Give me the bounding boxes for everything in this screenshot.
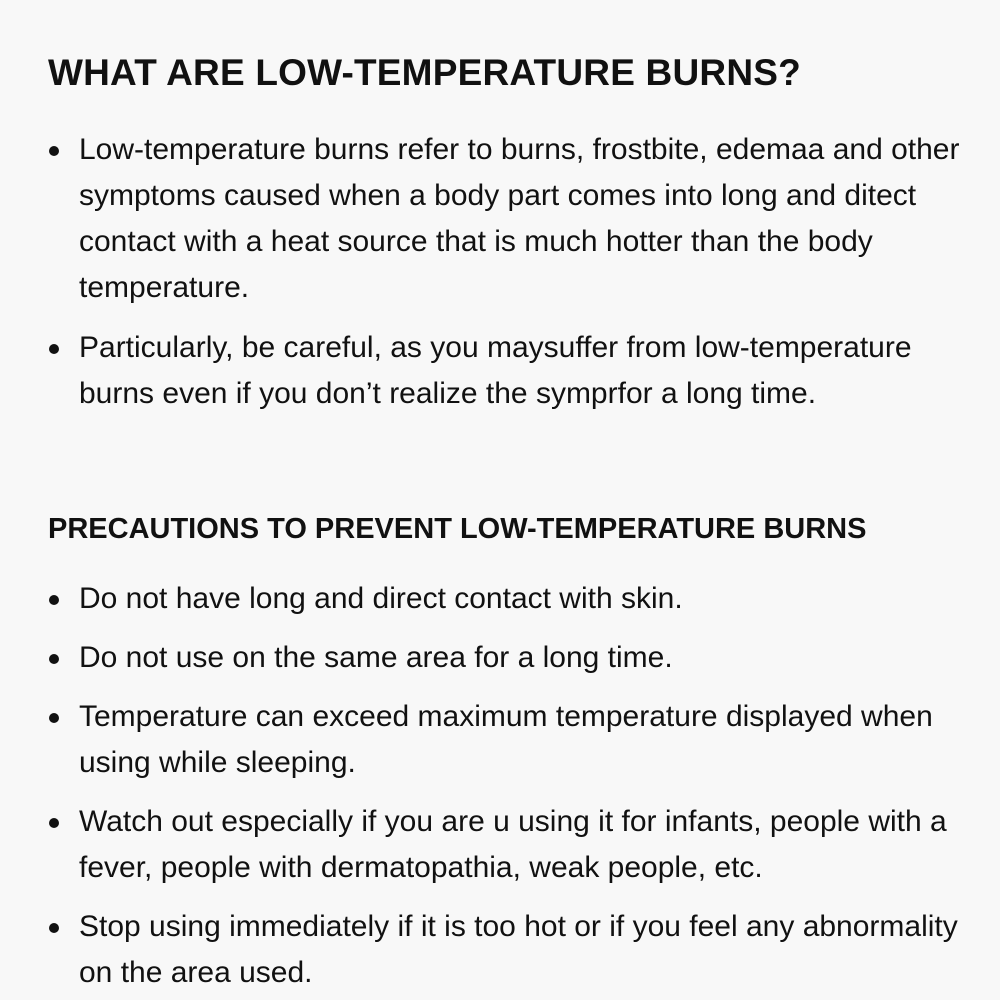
list-item: [0, 694, 1000, 786]
section-title-low-temperature-burns: WHAT ARE LOW-TEMPERATURE BURNS?: [48, 52, 801, 93]
precautions-bullet-list: [0, 576, 1000, 1000]
bullet-text: Stop using immediately if it is too hot or if you feel any abnormality on the area used.: [79, 910, 958, 989]
list-item: [0, 127, 1000, 311]
bullet-dot-icon: [49, 146, 59, 156]
bullet-text: Do not have long and direct contact with skin.: [79, 582, 683, 615]
bullet-dot-icon: [49, 713, 59, 723]
bullet-text: Watch out especially if you are u using it for infants, people with a fever, people with dermatopathia, weak people, etc.: [79, 805, 947, 884]
bullet-dot-icon: [49, 923, 59, 933]
list-item: [0, 576, 1000, 622]
bullet-dot-icon: [49, 818, 59, 828]
list-item: [0, 635, 1000, 681]
list-item: [0, 799, 1000, 891]
section-title-precautions: PRECAUTIONS TO PREVENT LOW-TEMPERATURE BURNS: [48, 513, 867, 545]
bullet-text: Do not use on the same area for a long time.: [79, 641, 673, 674]
bullet-dot-icon: [49, 595, 59, 605]
bullet-dot-icon: [49, 344, 59, 354]
definition-bullet-list: [0, 127, 1000, 431]
list-item: [0, 325, 1000, 417]
bullet-text: Low-temperature burns refer to burns, frostbite, edemaa and other symptoms caused when a body part comes into long and ditect contact with a heat source that is much hotter than the body temperature.: [79, 133, 960, 304]
bullet-text: Particularly, be careful, as you maysuffer from low-temperature burns even if you don’t realize the symprfor a long time.: [79, 331, 912, 410]
list-item: [0, 904, 1000, 996]
bullet-dot-icon: [49, 654, 59, 664]
bullet-text: Temperature can exceed maximum temperature displayed when using while sleeping.: [79, 700, 933, 779]
